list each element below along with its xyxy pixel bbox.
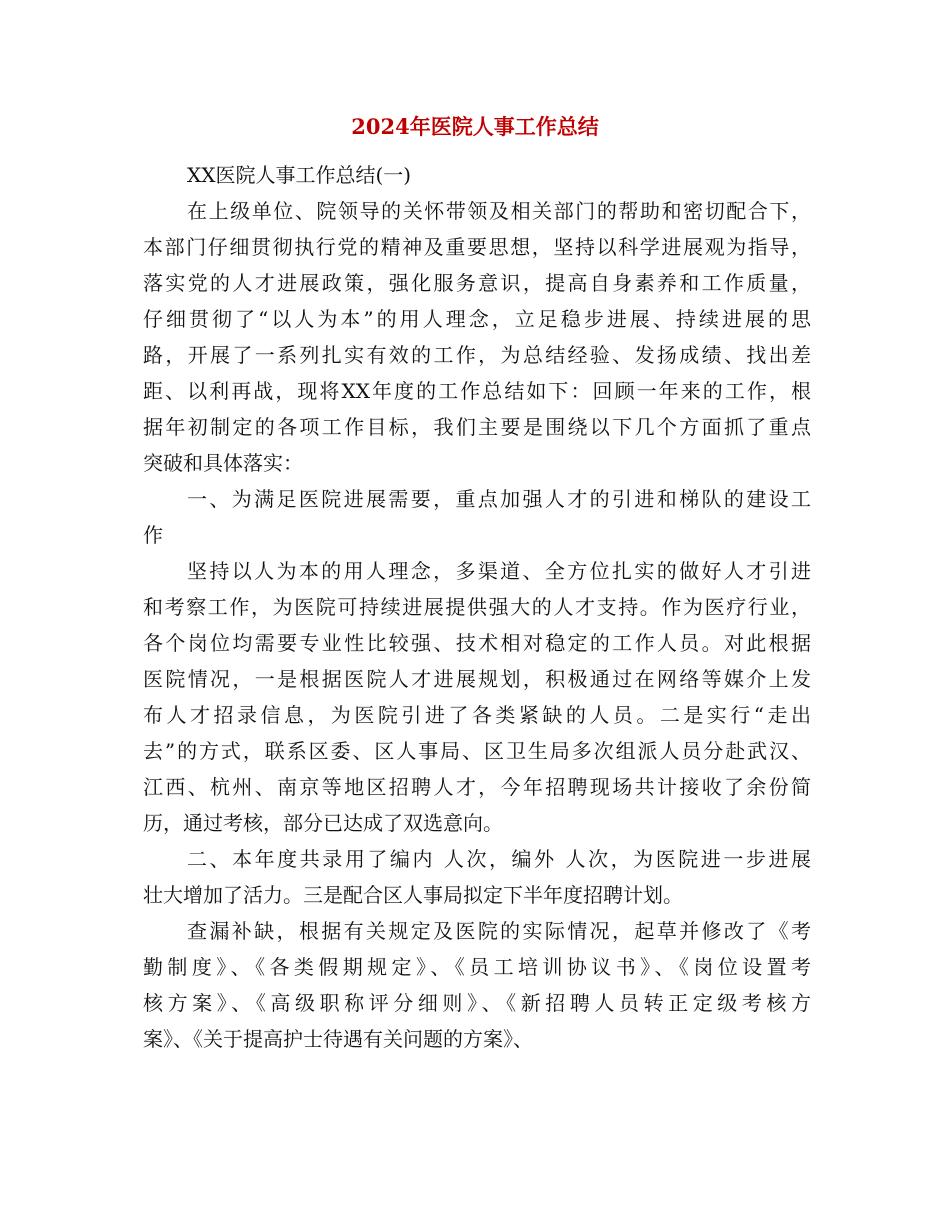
- text-line: 查漏补缺，根据有关规定及医院的实际情况，起草并修改了《考: [187, 919, 811, 943]
- text-line: 勤制度》、《各类假期规定》、《员工培训协议书》、《岗位设置考: [143, 955, 811, 979]
- text-line: 核方案》、《高级职称评分细则》、《新招聘人员转正定级考核方: [143, 991, 811, 1015]
- text-line: 作: [143, 523, 163, 547]
- text-line: 二、本年度共录用了编内 人次，编外 人次，为医院进一步进展: [187, 847, 811, 871]
- section-subtitle: [143, 157, 811, 193]
- text-line: 落实党的人才进展政策，强化服务意识，提高自身素养和工作质量，: [143, 271, 811, 295]
- text-line: 在上级单位、院领导的关怀带领及相关部门的帮助和密切配合下，: [187, 199, 811, 223]
- text-line: 案》、《关于提高护士待遇有关问题的方案》、: [143, 1027, 533, 1051]
- text-line: 突破和具体落实：: [143, 451, 303, 475]
- paragraph-recruitment: [143, 553, 811, 841]
- document-title: 2024年医院人事工作总结: [351, 114, 599, 139]
- text-line: 坚持以人为本的用人理念，多渠道、全方位扎实的做好人才引进: [187, 559, 811, 583]
- paragraph-hiring: [143, 841, 811, 913]
- text-line: 医院情况，一是根据医院人才进展规划，积极通过在网络等媒介上发: [143, 667, 811, 691]
- text-line: 布人才招录信息，为医院引进了各类紧缺的人员。二是实行“走出: [143, 703, 811, 727]
- text-line: 一、为满足医院进展需要，重点加强人才的引进和梯队的建设工: [187, 487, 811, 511]
- text-line: 仔细贯彻了“以人为本”的用人理念，立足稳步进展、持续进展的思: [143, 307, 811, 331]
- text-line: 距、以利再战，现将XX年度的工作总结如下：回顾一年来的工作，根: [143, 379, 811, 403]
- text-line: 江西、杭州、南京等地区招聘人才，今年招聘现场共计接收了余份简: [143, 775, 811, 799]
- text-line: 壮大增加了活力。三是配合区人事局拟定下半年度招聘计划。: [143, 883, 683, 907]
- paragraph-intro: [143, 193, 811, 481]
- text-line: 历，通过考核，部分已达成了双选意向。: [143, 811, 503, 835]
- text-line: 和考察工作，为医院可持续进展提供强大的人才支持。作为医疗行业，: [143, 595, 811, 619]
- text-line: 据年初制定的各项工作目标，我们主要是围绕以下几个方面抓了重点: [143, 415, 811, 439]
- text-line: 各个岗位均需要专业性比较强、技术相对稳定的工作人员。对此根据: [143, 631, 811, 655]
- text-line: 去”的方式，联系区委、区人事局、区卫生局多次组派人员分赴武汉、: [143, 739, 811, 763]
- paragraph-regulations: [143, 913, 811, 1057]
- text-line: 本部门仔细贯彻执行党的精神及重要思想，坚持以科学进展观为指导，: [143, 235, 811, 259]
- text-line: XX医院人事工作总结(一): [187, 163, 412, 187]
- document-body: [143, 157, 811, 1057]
- section-heading-one: [143, 481, 811, 553]
- text-line: 路，开展了一系列扎实有效的工作，为总结经验、发扬成绩、找出差: [143, 343, 811, 367]
